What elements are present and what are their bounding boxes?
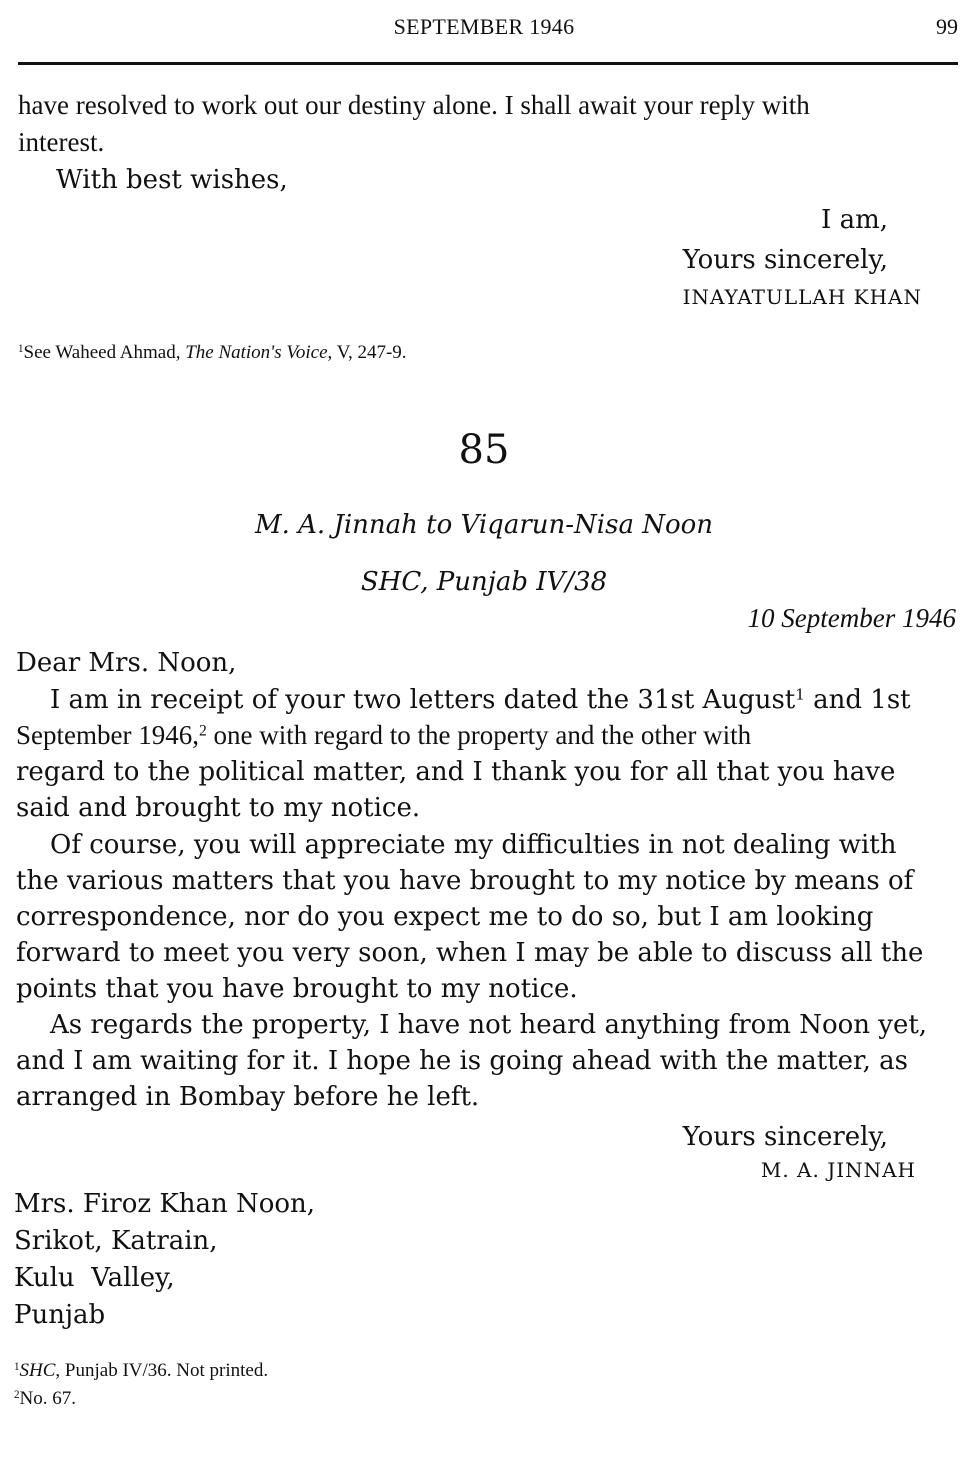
paragraph-line: forward to meet you very soon, when I may be able to discuss all the xyxy=(16,938,924,968)
page-number: 99 xyxy=(936,14,958,39)
address-line: Kulu Valley, xyxy=(14,1263,175,1293)
document-number: 85 xyxy=(458,427,510,473)
paragraph-line: Of course, you will appreciate my difficulties in not dealing with xyxy=(50,830,897,860)
prev-letter-i-am: I am, xyxy=(821,205,888,235)
document-source: SHC, Punjab IV/38 xyxy=(360,567,608,597)
paragraph-line: arranged in Bombay before he left. xyxy=(16,1082,480,1112)
paragraph-line: the various matters that you have brought to my notice by means of xyxy=(16,866,914,896)
paragraph-line: correspondence, nor do you expect me to do so, but I am looking xyxy=(16,902,874,932)
prev-letter-signature: INAYATULLAH KHAN xyxy=(682,285,922,309)
paragraph-line: regard to the political matter, and I thank you for all that you have xyxy=(16,757,896,787)
prev-letter-closing: With best wishes, xyxy=(56,165,288,195)
address-line: Punjab xyxy=(14,1300,106,1330)
signature: M. A. JINNAH xyxy=(760,1158,916,1182)
footnote: $^2$No. 67. xyxy=(14,1388,76,1409)
prev-letter-valediction: Yours sincerely, xyxy=(682,245,888,275)
salutation: Dear Mrs. Noon, xyxy=(16,648,237,678)
paragraph-line: and I am waiting for it. I hope he is going ahead with the matter, as xyxy=(16,1046,908,1076)
paragraph-line: said and brought to my notice. xyxy=(16,793,421,823)
running-head: SEPTEMBER 1946 xyxy=(393,14,575,39)
document-title: M. A. Jinnah to Viqarun-Nisa Noon xyxy=(254,510,714,540)
prev-letter-footnote: $^1$See Waheed Ahmad, The Nation's Voice, V, 247-9. xyxy=(18,342,407,363)
address-line: Mrs. Firoz Khan Noon, xyxy=(14,1189,316,1219)
document-date: 10 September 1946 xyxy=(747,603,956,633)
header-rule xyxy=(18,62,958,65)
prev-letter-line: interest. xyxy=(18,127,105,157)
paragraph-line: As regards the property, I have not heard anything from Noon yet, xyxy=(50,1010,928,1040)
valediction: Yours sincerely, xyxy=(682,1122,888,1152)
footnote: $^1$SHC, Punjab IV/36. Not printed. xyxy=(14,1360,269,1381)
paragraph-line: points that you have brought to my notice. xyxy=(16,974,578,1004)
address-line: Srikot, Katrain, xyxy=(14,1226,218,1256)
paragraph-line: September 1946,$^2$ one with regard to the property and the other with xyxy=(16,720,752,750)
prev-letter-line: have resolved to work out our destiny alone. I shall await your reply with xyxy=(18,90,810,120)
paragraph-line: I am in receipt of your two letters dated the 31st August$^1$ and 1st xyxy=(50,685,911,715)
